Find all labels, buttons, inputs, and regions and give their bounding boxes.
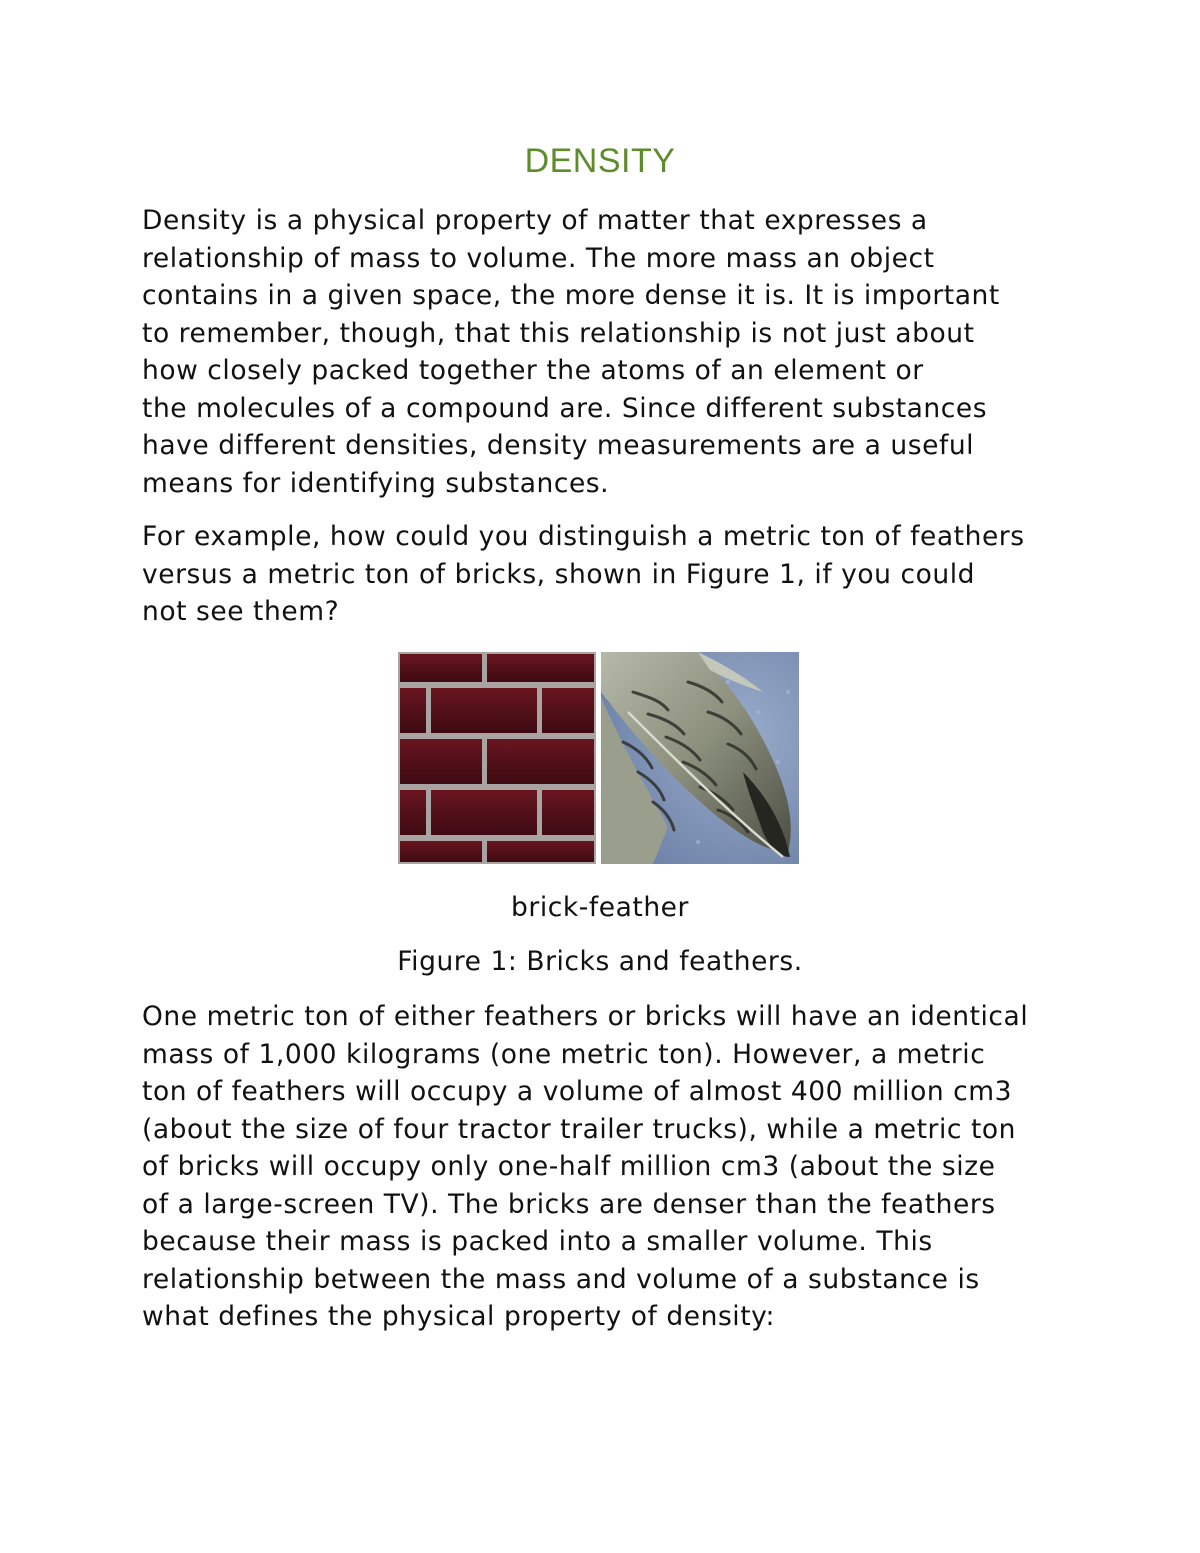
paragraph-explanation: One metric ton of either feathers or bricks will have an identical mass of 1,000 kilograms (one metric ton). However, a metric ton of feathers will occupy a volume of almost 400 million cm3 (about the size of four tractor trailer trucks), while a metric ton of bricks will occupy only one-half million cm3 (about the size of a large-screen TV). The bricks are denser than the feathers because their mass is packed into a smaller volume. This relationship between the mass and volume of a substance is what defines the physical property of density:: [142, 1001, 1029, 1332]
figure-alt-text: brick-feather: [511, 892, 689, 923]
paragraph-example: For example, how could you distinguish a metric ton of feathers versus a metric ton of bricks, shown in Figure 1, if you could not see them?: [142, 521, 1025, 627]
figure-caption: Figure 1: Bricks and feathers.: [397, 946, 803, 977]
feather-image: [601, 652, 799, 864]
brick-wall-image: [398, 652, 596, 864]
page-title: DENSITY: [524, 142, 676, 180]
paragraph-intro: Density is a physical property of matter that expresses a relationship of mass to volume. The more mass an object contains in a given space, the more dense it is. It is important to remember, though, that this relationship is not just about how closely packed together the atoms of an element or the molecules of a compound are. Since different substances have different densities, density measurements are a useful means for identifying substances.: [142, 205, 1000, 499]
figure-bricks-feathers: [398, 652, 799, 864]
